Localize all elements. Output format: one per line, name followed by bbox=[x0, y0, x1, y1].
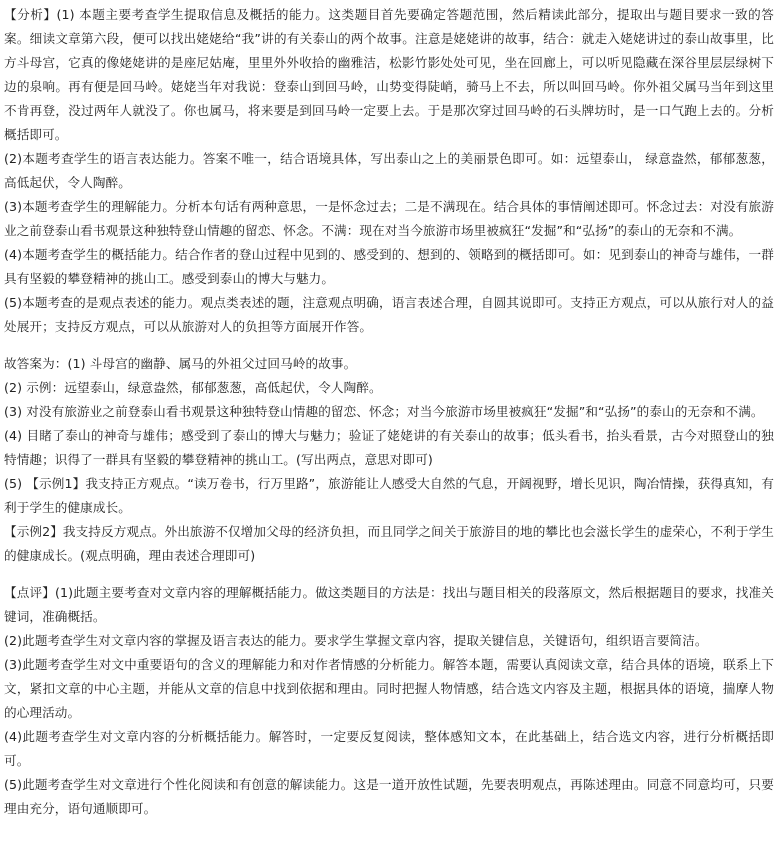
answer-para-2: (2) 示例：远望泰山，绿意盎然，郁郁葱葱，高低起伏，令人陶醉。 bbox=[4, 380, 382, 395]
analysis-para-2: (2)本题考查学生的语言表达能力。答案不唯一，结合语境具体，写出泰山之上的美丽景色即可。如：远望泰山， 绿意盎然，郁郁葱葱，高低起伏，令人陶醉。 bbox=[4, 151, 774, 190]
comment-para-2: (2)此题考查学生对文章内容的掌握及语言表达的能力。要求学生掌握文章内容，提取关键信息，关键语句，组织语言要简洁。 bbox=[4, 633, 708, 648]
analysis-para-3: (3)本题考查学生的理解能力。分析本句话有两种意思，一是怀念过去；二是不满现在。结合具体的事情阐述即可。怀念过去：对没有旅游业之前登泰山看书观景这种独特登山情趣的留恋、怀念。不满：现在对当今旅游市场里被疯狂“发掘”和“弘扬”的泰山的无奈和不满。 bbox=[4, 199, 774, 238]
answers-section bbox=[4, 352, 774, 568]
answer-para-3: (3) 对没有旅游业之前登泰山看书观景这种独特登山情趣的留恋、怀念；对当今旅游市场里被疯狂“发掘”和“弘扬”的泰山的无奈和不满。 bbox=[4, 404, 764, 419]
comment-para-5: (5)此题考查学生对文章进行个性化阅读和有创意的解读能力。这是一道开放性试题，先要表明观点，再陈述理由。同意不同意均可，只要理由充分，语句通顺即可。 bbox=[4, 777, 774, 816]
analysis-para-4: (4)本题考查学生的概括能力。结合作者的登山过程中见到的、感受到的、想到的、领略到的概括即可。如：见到泰山的神奇与雄伟，一群具有坚毅的攀登精神的挑山工。感受到泰山的博大与魅力。 bbox=[4, 247, 774, 286]
comment-para-3: (3)此题考查学生对文中重要语句的含义的理解能力和对作者情感的分析能力。解答本题，需要认真阅读文章，结合具体的语境，联系上下文，紧扣文章的中心主题，并能从文章的信息中找到依据和理由。同时把握人物情感，结合选文内容及主题，根据具体的语境，揣摩人物的心理活动。 bbox=[4, 657, 774, 720]
analysis-section bbox=[4, 3, 774, 339]
comments-section bbox=[4, 581, 774, 821]
comment-para-1: 【点评】(1)此题主要考查对文章内容的理解概括能力。做这类题目的方法是：找出与题目相关的段落原文，然后根据题目的要求，找准关键词，准确概括。 bbox=[4, 585, 774, 624]
comment-para-4: (4)此题考查学生对文章内容的分析概括能力。解答时，一定要反复阅读，整体感知文本，在此基础上，结合选文内容，进行分析概括即可。 bbox=[4, 729, 774, 768]
answer-para-1: 故答案为：(1) 斗母宫的幽静、属马的外祖父过回马岭的故事。 bbox=[4, 356, 357, 371]
answer-para-5: (5) 【示例1】我支持正方观点。“读万卷书，行万里路”，旅游能让人感受大自然的气息，开阔视野，增长见识，陶冶情操，获得真知，有利于学生的健康成长。 bbox=[4, 476, 774, 515]
section-gap bbox=[4, 568, 774, 581]
section-gap bbox=[4, 339, 774, 352]
answer-para-6: 【示例2】我支持反方观点。外出旅游不仅增加父母的经济负担，而且同学之间关于旅游目的地的攀比也会滋长学生的虚荣心，不利于学生的健康成长。(观点明确，理由表述合理即可) bbox=[4, 524, 774, 563]
answer-para-4: (4) 目睹了泰山的神奇与雄伟；感受到了泰山的博大与魅力；验证了姥姥讲的有关泰山的故事；低头看书，抬头看景，古今对照登山的独特情趣；识得了一群具有坚毅的攀登精神的挑山工。(写出两点，意思对即可) bbox=[4, 428, 774, 467]
analysis-para-1: 【分析】(1) 本题主要考查学生提取信息及概括的能力。这类题目首先要确定答题范围，然后精读此部分，提取出与题目要求一致的答案。细读文章第六段，便可以找出姥姥给“我”讲的有关泰山的两个故事。注意是姥姥讲的故事，结合：就走入姥姥讲过的泰山故事里，比方斗母宫，它真的像姥姥讲的是座尼姑庵，里里外外收拾的幽雅洁，松影竹影处处可见，坐在回廊上，可以听见隐藏在深谷里层层绿树下边的泉响。再有便是回马岭。姥姥当年对我说：登泰山到回马岭，山势变得陡峭，骑马上不去，所以叫回马岭。你外祖父属马当年到这里不肯再登，没过两年人就没了。你也属马，将来要是到回马岭一定要上去。于是那次穿过回马岭的石头牌坊时，是一口气跑上去的。分析概括即可。 bbox=[4, 7, 774, 142]
analysis-para-5: (5)本题考查的是观点表述的能力。观点类表述的题，注意观点明确，语言表述合理，自圆其说即可。支持正方观点，可以从旅行对人的益处展开；支持反方观点，可以从旅游对人的负担等方面展开作答。 bbox=[4, 295, 774, 334]
